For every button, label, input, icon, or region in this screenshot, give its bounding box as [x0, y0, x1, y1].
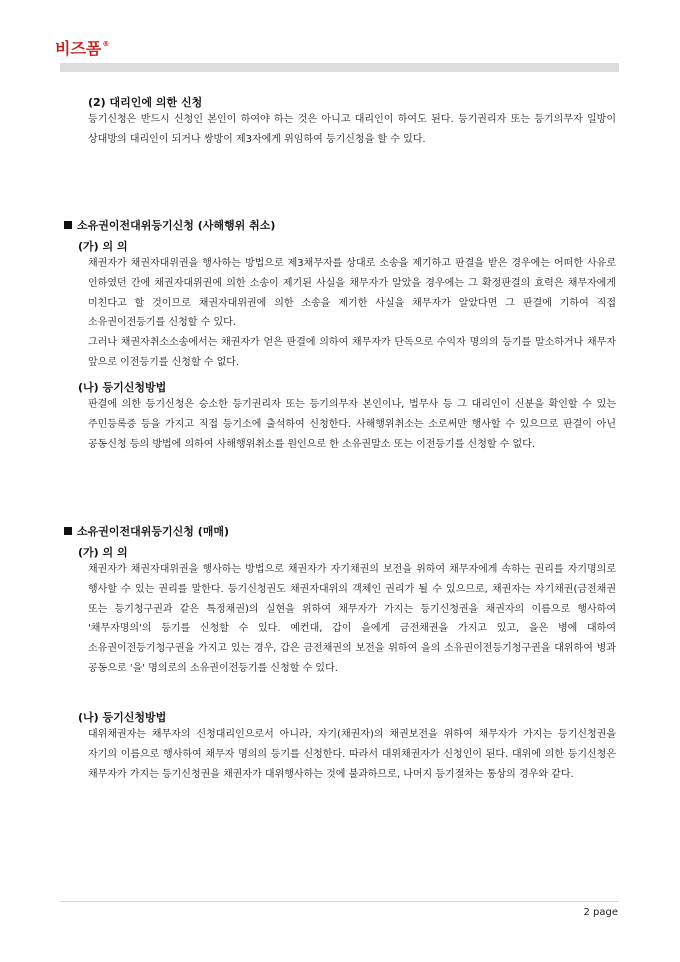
paragraph-method-2: 대위채권자는 채무자의 신청대리인으로서 아니라, 자기(채권자)의 채권보전을 위하여 채무자가 가지는 등기신청권을 자기의 이름으로 행사하여 채무자 명의의 등기를 신청한다. 따라서 대위채권자가 신청인이 된다. 대위에 의한 등기신청은 채무자가 가지는 등기신청권을 채권자가 대위행사하는 것에 불과하므로, 나머지 등기절차는 통상의 경우와 같다.: [88, 729, 616, 780]
section-heading-sale: [64, 523, 229, 539]
section-heading-fraudulent-act: [64, 217, 275, 233]
subsection-heading-method-2: (나) 등기신청방법: [78, 711, 167, 724]
footer-divider: [60, 901, 619, 902]
page-number: 2 page: [583, 907, 618, 918]
square-bullet-icon: [64, 527, 72, 535]
paragraph-meaning-2: 채권자가 채권자대위권을 행사하는 방법으로 채권자가 자기채권의 보전을 위하여 채무자에게 속하는 권리를 자기명의로 행사할 수 있는 권리를 말한다. 등기신청권도 채권자대위의 객체인 권리가 될 수 있으므로, 채권자는 자기채권(금전채권 또는 등기청구권과 같은 특정채권)의 실현을 위하여 채무자가 가지는 등기신청권을 채권자의 이름으로 행사하여 '채무자명의'의 등기를 신청할 수 있다. 예컨대, 갑이 을에게 금전채권을 가지고 있고, 을은 병에 대하여 소유권이전등기청구권을 가지고 있는 경우, 갑은 금전채권의 보전을 위하여 을의 소유권이전등기청구권을 대위하여 병과 공동으로 '을' 명의로의 소유권이전등기를 신청할 수 있다.: [88, 564, 616, 674]
section-title-sale: 소유권이전대위등기신청 (매매): [77, 525, 230, 538]
bizforms-logo: [55, 36, 109, 59]
header-bar: [60, 63, 619, 72]
subsection-heading-meaning-1: (가) 의 의: [78, 240, 128, 253]
paragraph-proxy-application: 등기신청은 반드시 신청인 본인이 하여야 하는 것은 아니고 대리인이 하여도 된다. 등기권리자 또는 등기의무자 일방이 상대방의 대리인이 되거나 쌍방이 제3자에게 위임하여 등기신청을 할 수 있다.: [88, 114, 616, 145]
logo-text: 비즈폼: [55, 39, 102, 58]
paragraph-meaning-1b: 그러나 채권자취소소송에서는 채권자가 얻은 판결에 의하여 채무자가 단독으로 수익자 명의의 등기를 말소하거나 채무자 앞으로 이전등기를 신청할 수 없다.: [88, 337, 616, 368]
subsection-heading-meaning-2: (가) 의 의: [78, 546, 128, 559]
registered-mark: ®: [102, 40, 110, 48]
square-bullet-icon: [64, 221, 72, 229]
paragraph-meaning-1a: 채권자가 채권자대위권을 행사하는 방법으로 제3채무자를 상대로 소송을 제기하고 판결을 받은 경우에는 어떠한 사유로 인하였던 간에 채권자대위권에 의한 소송이 제기된 사실을 채무자가 알았을 경우에는 그 확정판결의 효력은 채무자에게 미친다고 할 것이므로 채권자대위권에 의한 소송을 제기한 사실을 채무자가 알았다면 그 판결에 기하여 직접 소유권이전등기를 신청할 수 있다.: [88, 258, 616, 329]
subsection-heading-method-1: (나) 등기신청방법: [78, 381, 167, 394]
subsection-heading-proxy-application: (2) 대리인에 의한 신청: [88, 96, 203, 109]
paragraph-method-1: 판결에 의한 등기신청은 승소한 등기권리자 또는 등기의무자 본인이나, 법무사 등 그 대리인이 신분을 확인할 수 있는 주민등록증 등을 가지고 직접 등기소에 출석하여 신청한다. 사해행위취소는 소로써만 행사할 수 있으므로 판결이 아닌 공동신청 등의 방법에 의하여 사해행위취소를 원인으로 한 소유권말소 또는 이전등기를 신청할 수 없다.: [88, 399, 616, 450]
section-title-fraudulent-act: 소유권이전대위등기신청 (사해행위 취소): [77, 219, 276, 232]
